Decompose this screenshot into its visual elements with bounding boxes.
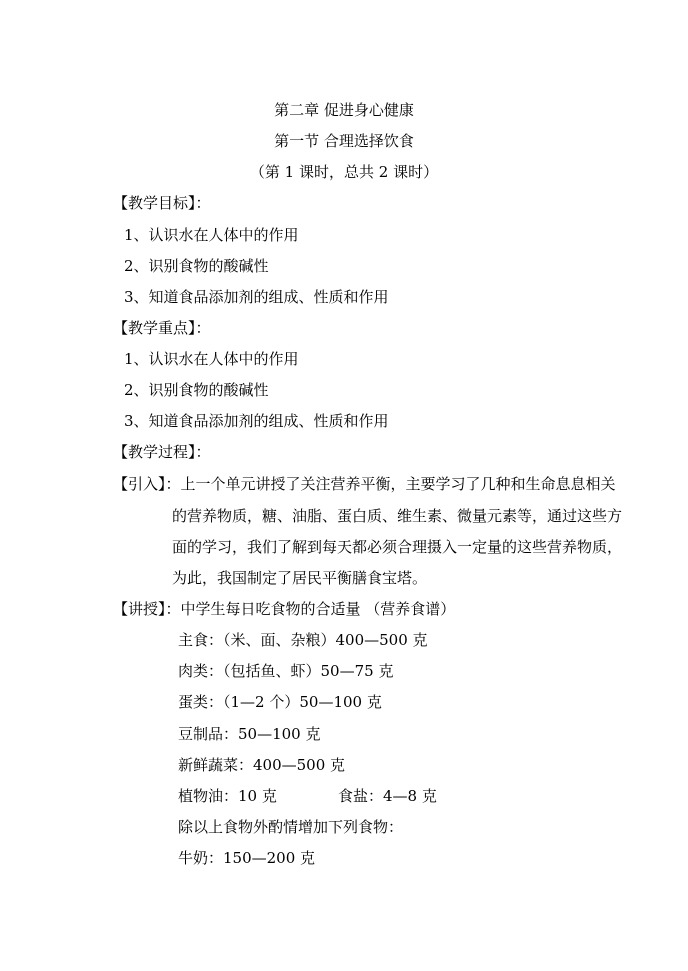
objectives-heading: 【教学目标】： [113,194,211,212]
chapter-title: 第二章 促进身心健康 [274,101,414,119]
lecture-label: 【讲授】 [113,600,166,618]
intro-paragraph-line: 面的学习，我们了解到每天都必须合理摄入一定量的这些营养物质， [172,538,623,556]
intro-label: 【引入】 [113,475,166,493]
intro-text: ：上一个单元讲授了关注营养平衡，主要学习了几种和生命息息相关 [165,475,616,493]
objective-item: 3、知道食品添加剂的组成、性质和作用 [124,288,389,306]
intro-paragraph-line [113,474,616,494]
session-info: （第 1 课时，总共 2 课时） [249,163,439,181]
extra-note: 除以上食物外酌情增加下列食物： [178,818,404,836]
oil-item: 植物油：10 克 [178,787,277,805]
key-point-item: 1、认识水在人体中的作用 [124,350,299,368]
food-item: 豆制品：50—100 克 [178,725,321,743]
food-item: 新鲜蔬菜：400—500 克 [178,756,346,774]
key-points-heading: 【教学重点】： [113,319,211,337]
intro-paragraph-line: 为此，我国制定了居民平衡膳食宝塔。 [172,569,428,587]
process-heading: 【教学过程】： [113,443,211,461]
lecture-line [113,599,455,619]
section-title: 第一节 合理选择饮食 [274,132,414,150]
intro-paragraph-line: 的营养物质，糖、油脂、蛋白质、维生素、微量元素等，通过这些方 [172,507,623,525]
food-item: 主食：（米、面、杂粮）400—500 克 [178,631,428,649]
objective-item: 2、识别食物的酸碱性 [124,257,269,275]
milk-item: 牛奶：150—200 克 [178,849,316,867]
key-point-item: 3、知道食品添加剂的组成、性质和作用 [124,412,389,430]
salt-item: 食盐：4—8 克 [338,787,437,805]
lecture-title: ：中学生每日吃食物的合适量 （营养食谱） [165,600,456,618]
food-item: 肉类：（包括鱼、虾）50—75 克 [178,662,394,680]
key-point-item: 2、识别食物的酸碱性 [124,381,269,399]
objective-item: 1、认识水在人体中的作用 [124,226,299,244]
food-item: 蛋类：（1—2 个）50—100 克 [178,693,382,711]
